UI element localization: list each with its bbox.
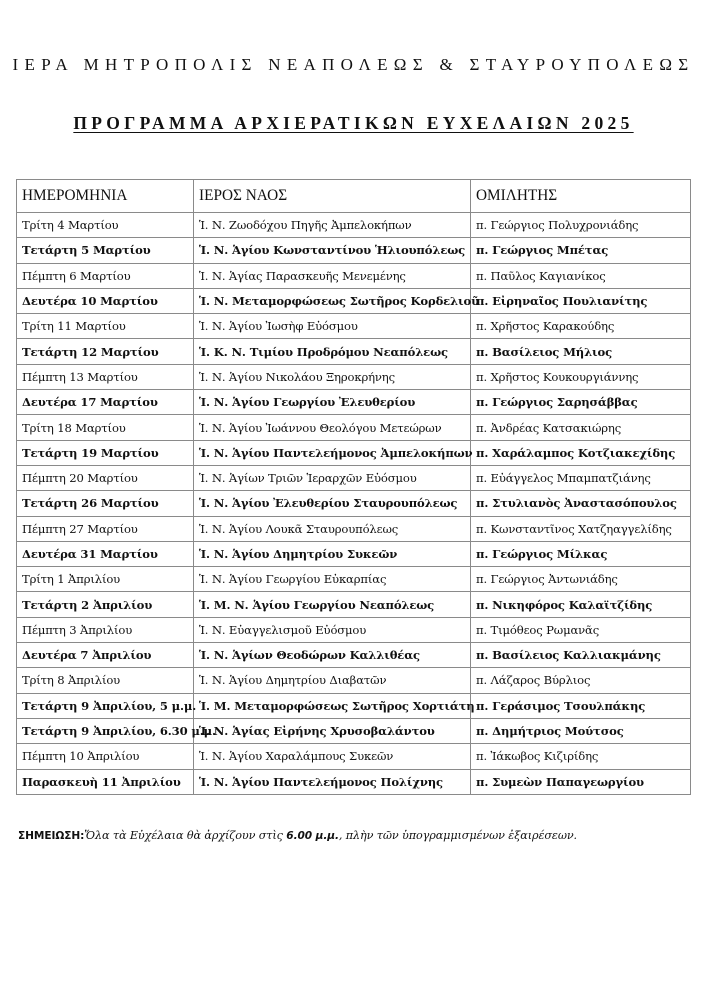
table-row — [17, 617, 691, 642]
cell-date: Πέμπτη 27 Μαρτίου — [17, 516, 194, 541]
cell-church: Ἱ. Ν. Ζωοδόχου Πηγῆς Ἀμπελοκήπων — [194, 213, 471, 238]
cell-speaker: π. Νικηφόρος Καλαϊτζίδης — [471, 592, 691, 617]
table-row — [17, 390, 691, 415]
cell-speaker: π. Χαράλαμπος Κοτζιακεχίδης — [471, 440, 691, 465]
cell-church: Ἱ. Ν. Ἁγίου Δημητρίου Διαβατῶν — [194, 668, 471, 693]
cell-speaker: π. Εὐάγγελος Μπαμπατζιάνης — [471, 465, 691, 490]
cell-speaker: π. Δημήτριος Μούτσος — [471, 718, 691, 743]
cell-date: Τετάρτη 5 Μαρτίου — [17, 238, 194, 263]
cell-church: Ἱ. Ν. Ἁγίων Τριῶν Ἱεραρχῶν Εὐόσμου — [194, 465, 471, 490]
cell-speaker: π. Γεώργιος Σαρησάββας — [471, 390, 691, 415]
cell-date: Τρίτη 1 Ἀπριλίου — [17, 567, 194, 592]
footnote-text-before: Ὅλα τὰ Εὐχέλαια θὰ ἀρχίζουν στὶς — [84, 829, 287, 842]
cell-speaker: π. Συμεὼν Παπαγεωργίου — [471, 769, 691, 794]
cell-date: Τρίτη 18 Μαρτίου — [17, 415, 194, 440]
table-row — [17, 415, 691, 440]
schedule-body — [17, 213, 691, 795]
cell-speaker: π. Ἰάκωβος Κιζιρίδης — [471, 744, 691, 769]
table-row — [17, 465, 691, 490]
cell-date: Πέμπτη 13 Μαρτίου — [17, 364, 194, 389]
cell-church: Ἱ. Ν. Ἁγίου Γεωργίου Εὐκαρπίας — [194, 567, 471, 592]
cell-date: Τρίτη 8 Ἀπριλίου — [17, 668, 194, 693]
cell-speaker: π. Εἰρηναῖος Πουλιανίτης — [471, 288, 691, 313]
cell-speaker: π. Γεώργιος Μίλκας — [471, 541, 691, 566]
cell-date: Τετάρτη 12 Μαρτίου — [17, 339, 194, 364]
cell-church: Ἱ. Ν. Ἁγίου Χαραλάμπους Συκεῶν — [194, 744, 471, 769]
cell-church: Ἱ. Ν. Ἁγίας Εἰρήνης Χρυσοβαλάντου — [194, 718, 471, 743]
table-row — [17, 263, 691, 288]
cell-church: Ἱ. Ν. Ἁγίου Ἰωσὴφ Εὐόσμου — [194, 314, 471, 339]
cell-church: Ἱ. Ν. Μεταμορφώσεως Σωτῆρος Κορδελιοῦ — [194, 288, 471, 313]
cell-date: Τρίτη 11 Μαρτίου — [17, 314, 194, 339]
cell-church: Ἱ. Ν. Ἁγίων Θεοδώρων Καλλιθέας — [194, 643, 471, 668]
table-row — [17, 592, 691, 617]
table-row — [17, 314, 691, 339]
schedule-table — [16, 179, 691, 795]
cell-speaker: π. Βασίλειος Μήλιος — [471, 339, 691, 364]
cell-speaker: π. Βασίλειος Καλλιακμάνης — [471, 643, 691, 668]
cell-date: Τετάρτη 2 Ἀπριλίου — [17, 592, 194, 617]
cell-church: Ἱ. Μ. Μεταμορφώσεως Σωτῆρος Χορτιάτη — [194, 693, 471, 718]
table-row — [17, 339, 691, 364]
cell-date: Παρασκευὴ 11 Ἀπριλίου — [17, 769, 194, 794]
table-row — [17, 769, 691, 794]
cell-church: Ἱ. Ν. Ἁγίου Ἐλευθερίου Σταυρουπόλεως — [194, 491, 471, 516]
table-row — [17, 238, 691, 263]
table-row — [17, 693, 691, 718]
table-row — [17, 213, 691, 238]
column-header-speaker: ΟΜΙΛΗΤΗΣ — [471, 180, 691, 213]
table-row — [17, 491, 691, 516]
cell-speaker: π. Γεράσιμος Τσουλπάκης — [471, 693, 691, 718]
table-row — [17, 440, 691, 465]
cell-date: Τετάρτη 9 Ἀπριλίου, 5 μ.μ. — [17, 693, 194, 718]
cell-church: Ἱ. Ν. Ἁγίου Ἰωάννου Θεολόγου Μετεώρων — [194, 415, 471, 440]
cell-church: Ἱ. Κ. Ν. Τιμίου Προδρόμου Νεαπόλεως — [194, 339, 471, 364]
cell-speaker: π. Γεώργιος Πολυχρονιάδης — [471, 213, 691, 238]
program-title — [0, 113, 707, 134]
metropolis-title: ΙΕΡΑ ΜΗΤΡΟΠΟΛΙΣ ΝΕΑΠΟΛΕΩΣ & ΣΤΑΥΡΟΥΠΟΛΕΩΣ — [12, 55, 695, 74]
cell-date: Πέμπτη 6 Μαρτίου — [17, 263, 194, 288]
cell-speaker: π. Γεώργιος Μπέτας — [471, 238, 691, 263]
cell-date: Τετάρτη 26 Μαρτίου — [17, 491, 194, 516]
table-row — [17, 643, 691, 668]
cell-date: Δευτέρα 10 Μαρτίου — [17, 288, 194, 313]
cell-church: Ἱ. Ν. Ἁγίου Γεωργίου Ἐλευθερίου — [194, 390, 471, 415]
cell-speaker: π. Χρῆστος Καρακούδης — [471, 314, 691, 339]
cell-date: Τρίτη 4 Μαρτίου — [17, 213, 194, 238]
table-row — [17, 288, 691, 313]
table-header-row — [17, 180, 691, 213]
footnote — [18, 829, 577, 842]
footnote-label: ΣΗΜΕΙΩΣΗ: — [18, 830, 85, 842]
cell-speaker: π. Χρῆστος Κουκουργιάννης — [471, 364, 691, 389]
table-row — [17, 541, 691, 566]
cell-date: Δευτέρα 31 Μαρτίου — [17, 541, 194, 566]
footnote-text-after: , πλὴν τῶν ὑπογραμμισμένων ἐξαιρέσεων. — [338, 829, 577, 842]
cell-speaker: π. Τιμόθεος Ρωμανᾶς — [471, 617, 691, 642]
cell-church: Ἱ. Ν. Ἁγίου Κωνσταντίνου Ἡλιουπόλεως — [194, 238, 471, 263]
cell-church: Ἱ. Ν. Ἁγίου Παντελεήμονος Ἀμπελοκήπων — [194, 440, 471, 465]
cell-church: Ἱ. Μ. Ν. Ἁγίου Γεωργίου Νεαπόλεως — [194, 592, 471, 617]
cell-date: Δευτέρα 7 Ἀπριλίου — [17, 643, 194, 668]
cell-speaker: π. Κωνσταντῖνος Χατζηαγγελίδης — [471, 516, 691, 541]
table-row — [17, 718, 691, 743]
program-title-text: ΠΡΟΓΡΑΜΜΑ ΑΡΧΙΕΡΑΤΙΚΩΝ ΕΥΧΕΛΑΙΩΝ 2025 — [73, 113, 634, 133]
footnote-time: 6.00 μ.μ. — [286, 830, 339, 842]
cell-speaker: π. Λάζαρος Βύρλιος — [471, 668, 691, 693]
table-row — [17, 668, 691, 693]
cell-date: Πέμπτη 10 Ἀπριλίου — [17, 744, 194, 769]
cell-date: Πέμπτη 20 Μαρτίου — [17, 465, 194, 490]
cell-date: Τετάρτη 19 Μαρτίου — [17, 440, 194, 465]
cell-date: Τετάρτη 9 Ἀπριλίου, 6.30 μ.μ. — [17, 718, 194, 743]
cell-church: Ἱ. Ν. Ἁγίου Λουκᾶ Σταυρουπόλεως — [194, 516, 471, 541]
cell-church: Ἱ. Ν. Ἁγίου Παντελεήμονος Πολίχνης — [194, 769, 471, 794]
cell-church: Ἱ. Ν. Ἁγίου Νικολάου Ξηροκρήνης — [194, 364, 471, 389]
cell-speaker: π. Γεώργιος Ἀντωνιάδης — [471, 567, 691, 592]
cell-church: Ἱ. Ν. Εὐαγγελισμοῦ Εὐόσμου — [194, 617, 471, 642]
cell-speaker: π. Παῦλος Καγιανίκος — [471, 263, 691, 288]
column-header-date: ΗΜΕΡΟΜΗΝΙΑ — [17, 180, 194, 213]
table-row — [17, 364, 691, 389]
cell-date: Πέμπτη 3 Ἀπριλίου — [17, 617, 194, 642]
cell-speaker: π. Στυλιανὸς Ἀναστασόπουλος — [471, 491, 691, 516]
column-header-church: ΙΕΡΟΣ ΝΑΟΣ — [194, 180, 471, 213]
cell-speaker: π. Ἀνδρέας Κατσακιώρης — [471, 415, 691, 440]
cell-date: Δευτέρα 17 Μαρτίου — [17, 390, 194, 415]
cell-church: Ἱ. Ν. Ἁγίας Παρασκευῆς Μενεμένης — [194, 263, 471, 288]
table-row — [17, 516, 691, 541]
table-row — [17, 567, 691, 592]
table-row — [17, 744, 691, 769]
cell-church: Ἱ. Ν. Ἁγίου Δημητρίου Συκεῶν — [194, 541, 471, 566]
